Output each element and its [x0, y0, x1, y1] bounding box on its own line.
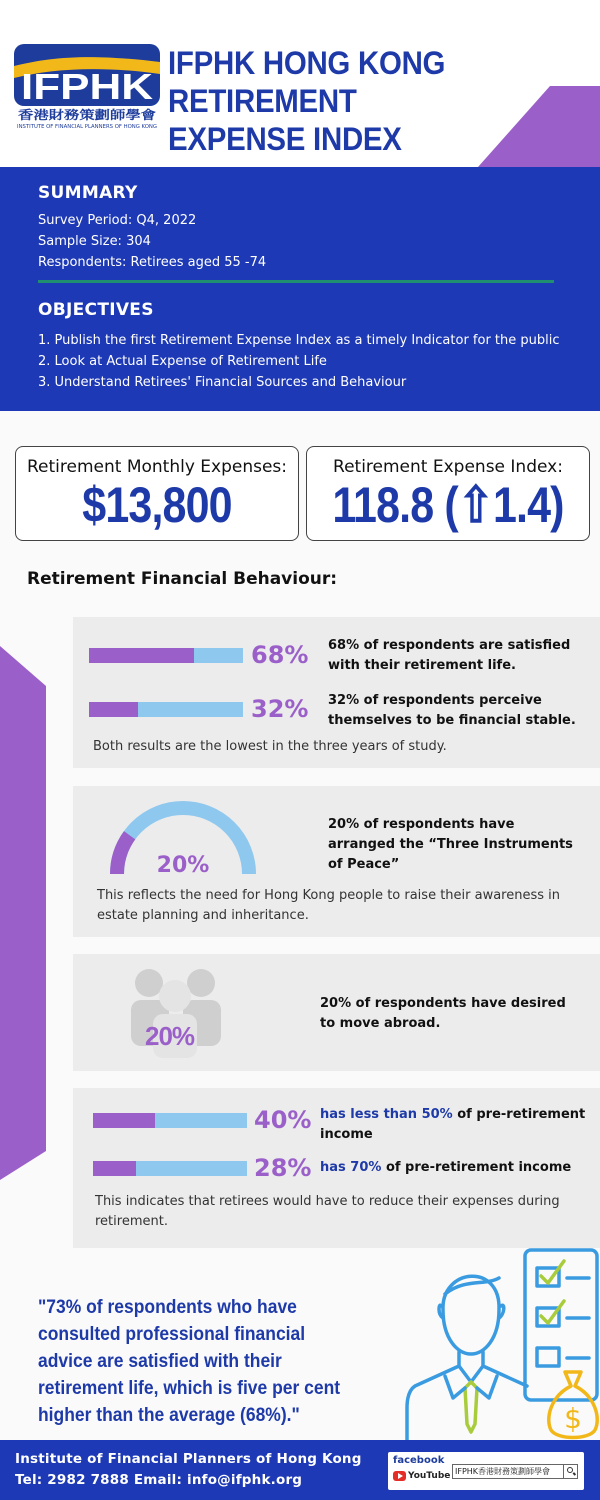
side-purple-accent [0, 646, 48, 1180]
move-abroad-panel [73, 954, 600, 1071]
percent-label: 40% [254, 1106, 312, 1134]
progress-bar [89, 648, 243, 663]
footer [0, 1440, 600, 1500]
panel-note: This reflects the need for Hong Kong people to raise their awareness in estate planning and inheritance. [97, 888, 561, 923]
page-title [168, 44, 564, 158]
title-line-2: EXPENSE INDEX [168, 121, 402, 157]
percent-label: 28% [254, 1154, 312, 1182]
stat-description: 32% of respondents perceive themselves to be financial stable. [328, 693, 576, 728]
ifphk-logo [14, 44, 160, 130]
behaviour-title: Retirement Financial Behaviour: [27, 569, 338, 589]
search-input-text: IFPHK香港財務策劃師學會 [455, 1467, 551, 1476]
expense-index-box [306, 446, 590, 541]
gauge-chart [103, 798, 263, 878]
summary-title: SUMMARY [38, 183, 138, 203]
facebook-label[interactable]: facebook [393, 1455, 445, 1466]
progress-bar-fill [89, 648, 194, 663]
objective-item: 1. Publish the first Retirement Expense Index as a timely Indicator for the public [38, 333, 560, 348]
highlight-text: has 70% [320, 1160, 382, 1175]
expense-index-label: Retirement Expense Index: [333, 457, 563, 477]
gauge-percent-label: 20% [156, 853, 210, 878]
title-line-1: IFPHK HONG KONG RETIREMENT [168, 45, 446, 119]
monthly-expenses-label: Retirement Monthly Expenses: [26, 457, 288, 477]
progress-bar-fill [93, 1113, 155, 1128]
panel-note: This indicates that retirees would have to reduce their expenses during retirement. [95, 1194, 560, 1229]
progress-bar [93, 1161, 247, 1176]
summary-divider [38, 280, 554, 283]
percent-label: 68% [251, 641, 309, 669]
gauge-fill [117, 835, 130, 874]
summary-line: Respondents: Retirees aged 55 -74 [38, 255, 267, 270]
stat-description: 20% of respondents have arranged the “Three Instruments of Peace” [328, 817, 573, 872]
percent-label: 20% [145, 1021, 195, 1051]
summary-section [0, 167, 600, 411]
stat-description [320, 1158, 590, 1178]
search-input[interactable] [452, 1464, 578, 1479]
satisfaction-panel [73, 617, 600, 768]
quote-text: "73% of respondents who have consulted professional financial advice are satisfied with their retirement life, which is five per cent higher than the average (68%)." [38, 1297, 341, 1426]
progress-bar-fill [93, 1161, 136, 1176]
youtube-icon [393, 1471, 406, 1481]
rest-text: of pre-retirement income [320, 1107, 586, 1142]
highlight-text: has less than 50% [320, 1107, 453, 1122]
objective-item: 3. Understand Retirees' Financial Sources and Behaviour [38, 375, 407, 390]
progress-bar-fill [89, 702, 138, 717]
stat-description [320, 1105, 590, 1145]
stat-description: 68% of respondents are satisfied with their retirement life. [328, 638, 571, 673]
objectives-title: OBJECTIVES [38, 300, 154, 320]
advisor-checklist-illustration [405, 1248, 600, 1440]
expense-index-value: 118.8 (⇧1.4) [332, 477, 564, 533]
panel-note: Both results are the lowest in the three years of study. [93, 739, 447, 754]
svg-text:$: $ [564, 1402, 582, 1435]
social-badge[interactable] [388, 1452, 584, 1490]
youtube-label: YouTube [408, 1471, 451, 1481]
objective-item: 2. Look at Actual Expense of Retirement Life [38, 354, 327, 369]
summary-line: Survey Period: Q4, 2022 [38, 213, 197, 228]
logo-text: IFPHK [21, 66, 154, 107]
footer-contact: Tel: 2982 7888 Email: info@ifphk.org [15, 1472, 303, 1488]
rest-text: of pre-retirement income [381, 1160, 572, 1175]
percent-label: 32% [251, 695, 309, 723]
youtube-link[interactable] [393, 1471, 450, 1481]
progress-bar [89, 702, 243, 717]
income-panel [73, 1088, 600, 1248]
monthly-expenses-value: $13,800 [82, 477, 232, 533]
search-icon[interactable] [563, 1465, 577, 1478]
stat-description: 20% of respondents have desired to move abroad. [320, 996, 566, 1031]
progress-bar [93, 1113, 247, 1128]
monthly-expenses-box [15, 446, 299, 541]
logo-chinese: 香港財務策劃師學會 [18, 108, 127, 122]
footer-org-name: Institute of Financial Planners of Hong Kong [15, 1451, 362, 1467]
summary-line: Sample Size: 304 [38, 234, 151, 249]
logo-subtitle: INSTITUTE OF FINANCIAL PLANNERS OF HONG KONG [17, 124, 158, 130]
estate-planning-panel [73, 786, 600, 937]
